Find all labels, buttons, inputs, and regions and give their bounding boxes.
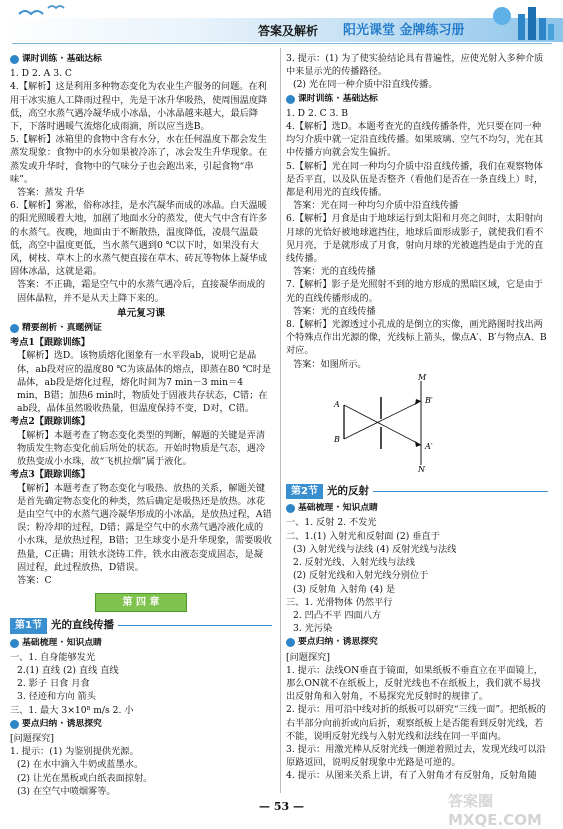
answer-line: 【解析】选D。该物质熔化图象有一水平段ab，说明它是晶体，ab段对应的温度80 ℃为该晶体的熔点，即蒸在80 ℃时是晶体，ab段是熔化过程，熔化时间为7 min－3 min＝4 min，B错；加热6 min时，物质处于固液共存状态，C错；在ab段，晶体虽然吸收热量，但温度保持不变，D对，C错。 [17, 350, 272, 415]
answer-line: 【解析】本题考查了物态变化与吸热、放热的关系，解题关键是首先确定物态变化的种类，然后确定是吸热还是放热。冰花是由空气中的水蒸气遇冷凝华形成的小冰晶，是放热过程，A错误；粉冷却的过程，D错；露是空气中的水蒸气遇冷液化成的小水珠，是放热过程，B错；卫生球变小是升华现象，需要吸收热量，C正确；用铁水浇铸工件，铁水由液态变成固态，是凝固过程，此过程放热，D错误。 [17, 482, 272, 573]
city-skyline-icon [488, 2, 558, 42]
lesson-title: 光的反射 [326, 485, 369, 498]
header-title: 答案及解析 [258, 24, 319, 38]
arrowhead-icon [415, 399, 421, 405]
answer-line: 1. D 2. A 3. C [10, 68, 72, 80]
label-m: M [418, 372, 427, 382]
answer-line: 3. 提示：用激光棒从反射光线一侧逆着照过去，发现光线可以沿原路返回，说明反射现象中光路是可逆的。 [286, 743, 546, 769]
section-bullet-icon [286, 504, 295, 513]
lesson-rule [373, 491, 548, 492]
answer-line: 5.【解析】冰箱里的食物中含有水分，水在任何温度下都会发生蒸发现象：食物中的水分如果被冷冻了，冰会发生升华现象。在蒸发或升华时，食物中的气味分子也会跑出来，引起食物“串味”。 [10, 134, 268, 185]
section-bullet-icon [286, 95, 295, 104]
answer-line: 二、1.(1) 入射光和反射面 (2) 垂直于 [286, 530, 440, 542]
answer-line: 三、1. 最大 3×10⁸ m/s 2. 小 [10, 704, 134, 716]
arrowhead-icon [415, 441, 421, 447]
label-b-prime: B′ [425, 395, 433, 405]
answer-line: [问题探究] [10, 732, 54, 744]
pinhole-diagram [326, 373, 456, 473]
answer-line: 三、1. 光滑物体 仍然平行 [286, 596, 393, 608]
header-rule [12, 43, 552, 44]
answer-line: 8.【解析】光源透过小孔成的是倒立的实像，画光路图时找出两个特殊点作出光源的像，光线标上箭头，像点A′、B′与物点A、B对应。 [286, 319, 547, 357]
topic-label: 考点1【跟踪训练】 [10, 337, 90, 349]
answer-line: 7.【解析】影子是光照射不到的地方形成的黑暗区域，它是由于光的直线传播形成的。 [286, 279, 543, 304]
answer-line: 2. 凹凸不平 四面八方 [293, 609, 382, 621]
right-column [286, 52, 548, 783]
section-heading: 精要剖析 · 真题例证 [10, 322, 272, 335]
answer-line: [问题探究] [286, 651, 330, 663]
answer-line: 答案：蒸发 升华 [17, 187, 85, 199]
answer-line: 【解析】本题考查了物态变化类型的判断，解题的关键是弄清物质发生物态变化前后所处的状态。开始时物质是气态，遇冷放热变成小水珠，故“飞机拉烟”属于液化。 [17, 429, 266, 468]
answer-line: 答案：如图所示。 [293, 358, 367, 370]
answer-line: (2) 在水中滴入牛奶或蓝墨水。 [17, 759, 144, 771]
left-column [10, 52, 272, 798]
bird-icon [14, 2, 74, 26]
answer-line: 6.【解析】月食是由于地球运行到太阳和月亮之间时，太阳射向月球的光恰好被地球遮挡住，地球后面形成影子，就使我们看不见月亮，于是就形成了月食，射向月球的光被遮挡是由于光的直线传播。 [286, 213, 544, 265]
answer-line: 2. 提示：用可沿中线对折的纸板可以研究“三线一面”。把纸板的右半部分向前折或向后折，观察纸板上是否能看到反射光线，若不能，说明反射光线与入射光线和法线在同一平面内。 [286, 704, 546, 742]
section-bullet-icon [10, 55, 19, 64]
label-a-prime: A′ [425, 441, 433, 451]
label-b: B [334, 434, 340, 444]
section-heading: 基础梳理 · 知识点睛 [10, 637, 272, 650]
answer-line: 5.【解析】光在同一种均匀介质中沿直线传播，我们在观察物体是否平直，以及队伍是否整齐（看他们是否在一条直线上）时，都是利用光的直线传播。 [286, 160, 544, 199]
section-heading: 基础梳理 · 知识点睛 [286, 502, 548, 515]
section-heading: 课时训练 · 基础达标 [10, 53, 272, 66]
answer-line: 4. 提示：从图来关系上讲，有了入射角才有反射角，反射角随 [286, 770, 537, 782]
lesson-number: 第1节 [10, 618, 47, 633]
answer-line: 4.【解析】这是利用多种物态变化为农业生产服务的问题。在利用干冰实施人工降雨过程中，先是干冰升华吸热，使周围温度降低，高空水蒸气遇冷凝华成小冰晶，小冰晶越来越大，最后降下，下落时遇暖气流熔化成雨滴，所以应当选B。 [10, 81, 268, 133]
answer-line: (2) 让光在黑板或白纸表面掠射。 [17, 772, 153, 784]
lesson-heading [10, 618, 272, 633]
answer-line: 答案：不正确，霜是空气中的水蒸气遇冷后，直接凝华而成的固体晶粒，并不是从天上降下来的。 [17, 279, 266, 304]
lesson-heading [286, 484, 548, 499]
answer-line: 3. 光污染 [293, 623, 333, 635]
unit-review-title: 单元复习课 [117, 307, 165, 319]
section-heading: 课时训练 · 基础达标 [286, 93, 548, 106]
answer-line: 答案：光在同一种均匀介质中沿直线传播 [293, 200, 459, 212]
answer-line: 答案：C [17, 574, 52, 586]
section-bullet-icon [10, 720, 19, 729]
answer-line: 1. 提示：法线ON垂直于镜面，如果纸板不垂直立在平面镜上，那么ON就不在纸板上，反射光线也不在纸板上，我们就不易找出反射角和入射角，不易探究光反射时的规律了。 [286, 664, 543, 703]
topic-label: 考点2【跟踪训练】 [10, 416, 90, 428]
answer-line: (2) 光在同一种介质中沿直线传播。 [293, 79, 438, 91]
section-heading: 要点归纳 · 诱思探究 [10, 718, 272, 731]
answer-line: (3) 入射光线与法线 (4) 反射光线与法线 [293, 543, 457, 555]
ray-a [344, 405, 421, 445]
answer-line: 一、1. 反射 2. 不发光 [286, 517, 377, 529]
answer-line: (3) 反射角 入射角 (4) 是 [293, 583, 396, 595]
answer-line: 6.【解析】雾凇，俗称冰挂，是水汽凝华而成的冰晶。白天温暖的阳光照暖着大地，加剧了地面水分的蒸发，使大气中含有许多的水蒸气。夜晚，地面由于不断散热，温度降低，凌晨气温最低，高空中温度更低，当水蒸气遇到0 ℃以下时，如果没有大风，树枝、草木上的水蒸气便直接在草木、砖瓦等物体上凝华成固体冰晶，这就是霜。 [10, 200, 268, 278]
page-header [0, 0, 563, 48]
answer-line: 答案：光的直线传播 [293, 266, 376, 278]
answer-line: (2) 反射光线和入射光线分别位于 [293, 570, 429, 582]
answer-line: 一、1. 自身能够发光 [10, 651, 96, 663]
section-heading: 要点归纳 · 诱思探究 [286, 636, 548, 649]
section-bullet-icon [10, 639, 19, 648]
topic-label: 考点3【跟踪训练】 [10, 469, 90, 481]
answer-line: 2. 影子 日食 月食 [17, 678, 90, 690]
answer-line: 3. 提示：(1) 为了使实验结论具有普遍性，应使光射入多种介质中来显示光的传播路径。 [286, 53, 544, 78]
answer-line: (3) 在空气中喷烟雾等。 [17, 785, 116, 797]
column-divider [280, 48, 281, 793]
page-number: — 53 — [259, 800, 304, 813]
answer-line: 答案：光的直线传播 [293, 305, 376, 317]
ray-b [344, 401, 421, 439]
section-bullet-icon [10, 324, 19, 333]
answer-line: 1. 提示：(1) 为鉴别提供光源。 [10, 746, 139, 758]
answer-line: 4.【解析】选D。本题考查光的直线传播条件，光只要在同一种均匀介质中就一定沿直线传播。如果玻璃、空气不均匀，光在其中传播方向就会发生偏折。 [286, 121, 544, 159]
answer-line: 2. 反射光线、入射光线与法线 [293, 557, 415, 569]
label-n: N [418, 464, 425, 473]
label-a: A [334, 399, 340, 409]
lesson-number: 第2节 [286, 484, 323, 499]
lesson-rule [118, 625, 272, 626]
answer-line: 2.(1) 直线 (2) 直线 直线 [17, 664, 119, 676]
section-bullet-icon [286, 638, 295, 647]
lesson-title: 光的直线传播 [50, 619, 114, 632]
chapter-badge: 第 四 章 [95, 593, 187, 612]
answer-line: 1. D 2. C 3. B [286, 107, 349, 119]
header-brand: 阳光课堂 金牌练习册 [343, 23, 465, 38]
answer-line: 3. 径迹和方向 箭头 [17, 691, 96, 703]
watermark: 答案圈 MXQE.COM [448, 792, 542, 829]
